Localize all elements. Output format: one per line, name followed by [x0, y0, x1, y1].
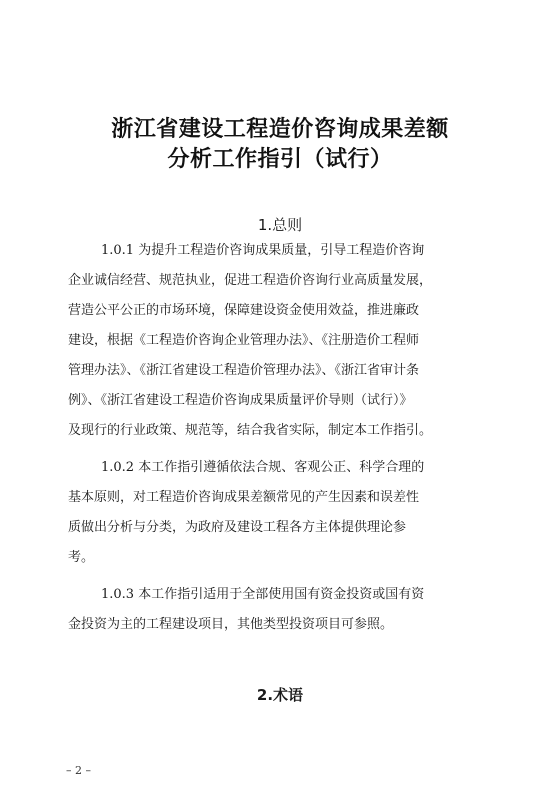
- paragraph-1-line: 建设，根据《工程造价咨询企业管理办法》、《注册造价工程师: [68, 333, 420, 348]
- paragraph-2-line: 质做出分析与分类，为政府及建设工程各方主体提供理论参: [68, 520, 407, 535]
- paragraph-1-line: 营造公平公正的市场环境，保障建设资金使用效益，推进廉政: [68, 303, 420, 318]
- paragraph-3-line: 金投资为主的工程建设项目，其他类型投资项目可参照。: [68, 617, 394, 632]
- paragraph-2-line: 考。: [68, 550, 95, 565]
- paragraph-1-line: 例》、《浙江省建设工程造价咨询成果质量评价导则（试行）》: [68, 393, 413, 408]
- paragraph-1-line: 1.0.1 为提升工程造价咨询成果质量，引导工程造价咨询: [101, 243, 425, 258]
- page-number: – 2 –: [66, 764, 91, 777]
- paragraph-1-line: 管理办法》、《浙江省建设工程造价管理办法》、《浙江省审计条: [68, 363, 420, 378]
- document-title-line-1: 浙江省建设工程造价咨询成果差额: [111, 117, 449, 142]
- section-heading-general: 1.总则: [257, 216, 303, 234]
- paragraph-2-line: 1.0.2 本工作指引遵循依法合规、客观公正、科学合理的: [101, 460, 425, 475]
- paragraph-1-line: 企业诚信经营、规范执业，促进工程造价咨询行业高质量发展，: [68, 273, 433, 288]
- paragraph-2-line: 基本原则，对工程造价咨询成果差额常见的产生因素和误差性: [68, 490, 420, 505]
- paragraph-1-line: 及现行的行业政策、规范等，结合我省实际，制定本工作指引。: [68, 423, 433, 438]
- paragraph-3-line: 1.0.3 本工作指引适用于全部使用国有资金投资或国有资: [101, 587, 425, 602]
- section-heading-terms: 2.术语: [256, 686, 304, 704]
- document-title-line-2: 分析工作指引（试行）: [167, 147, 393, 172]
